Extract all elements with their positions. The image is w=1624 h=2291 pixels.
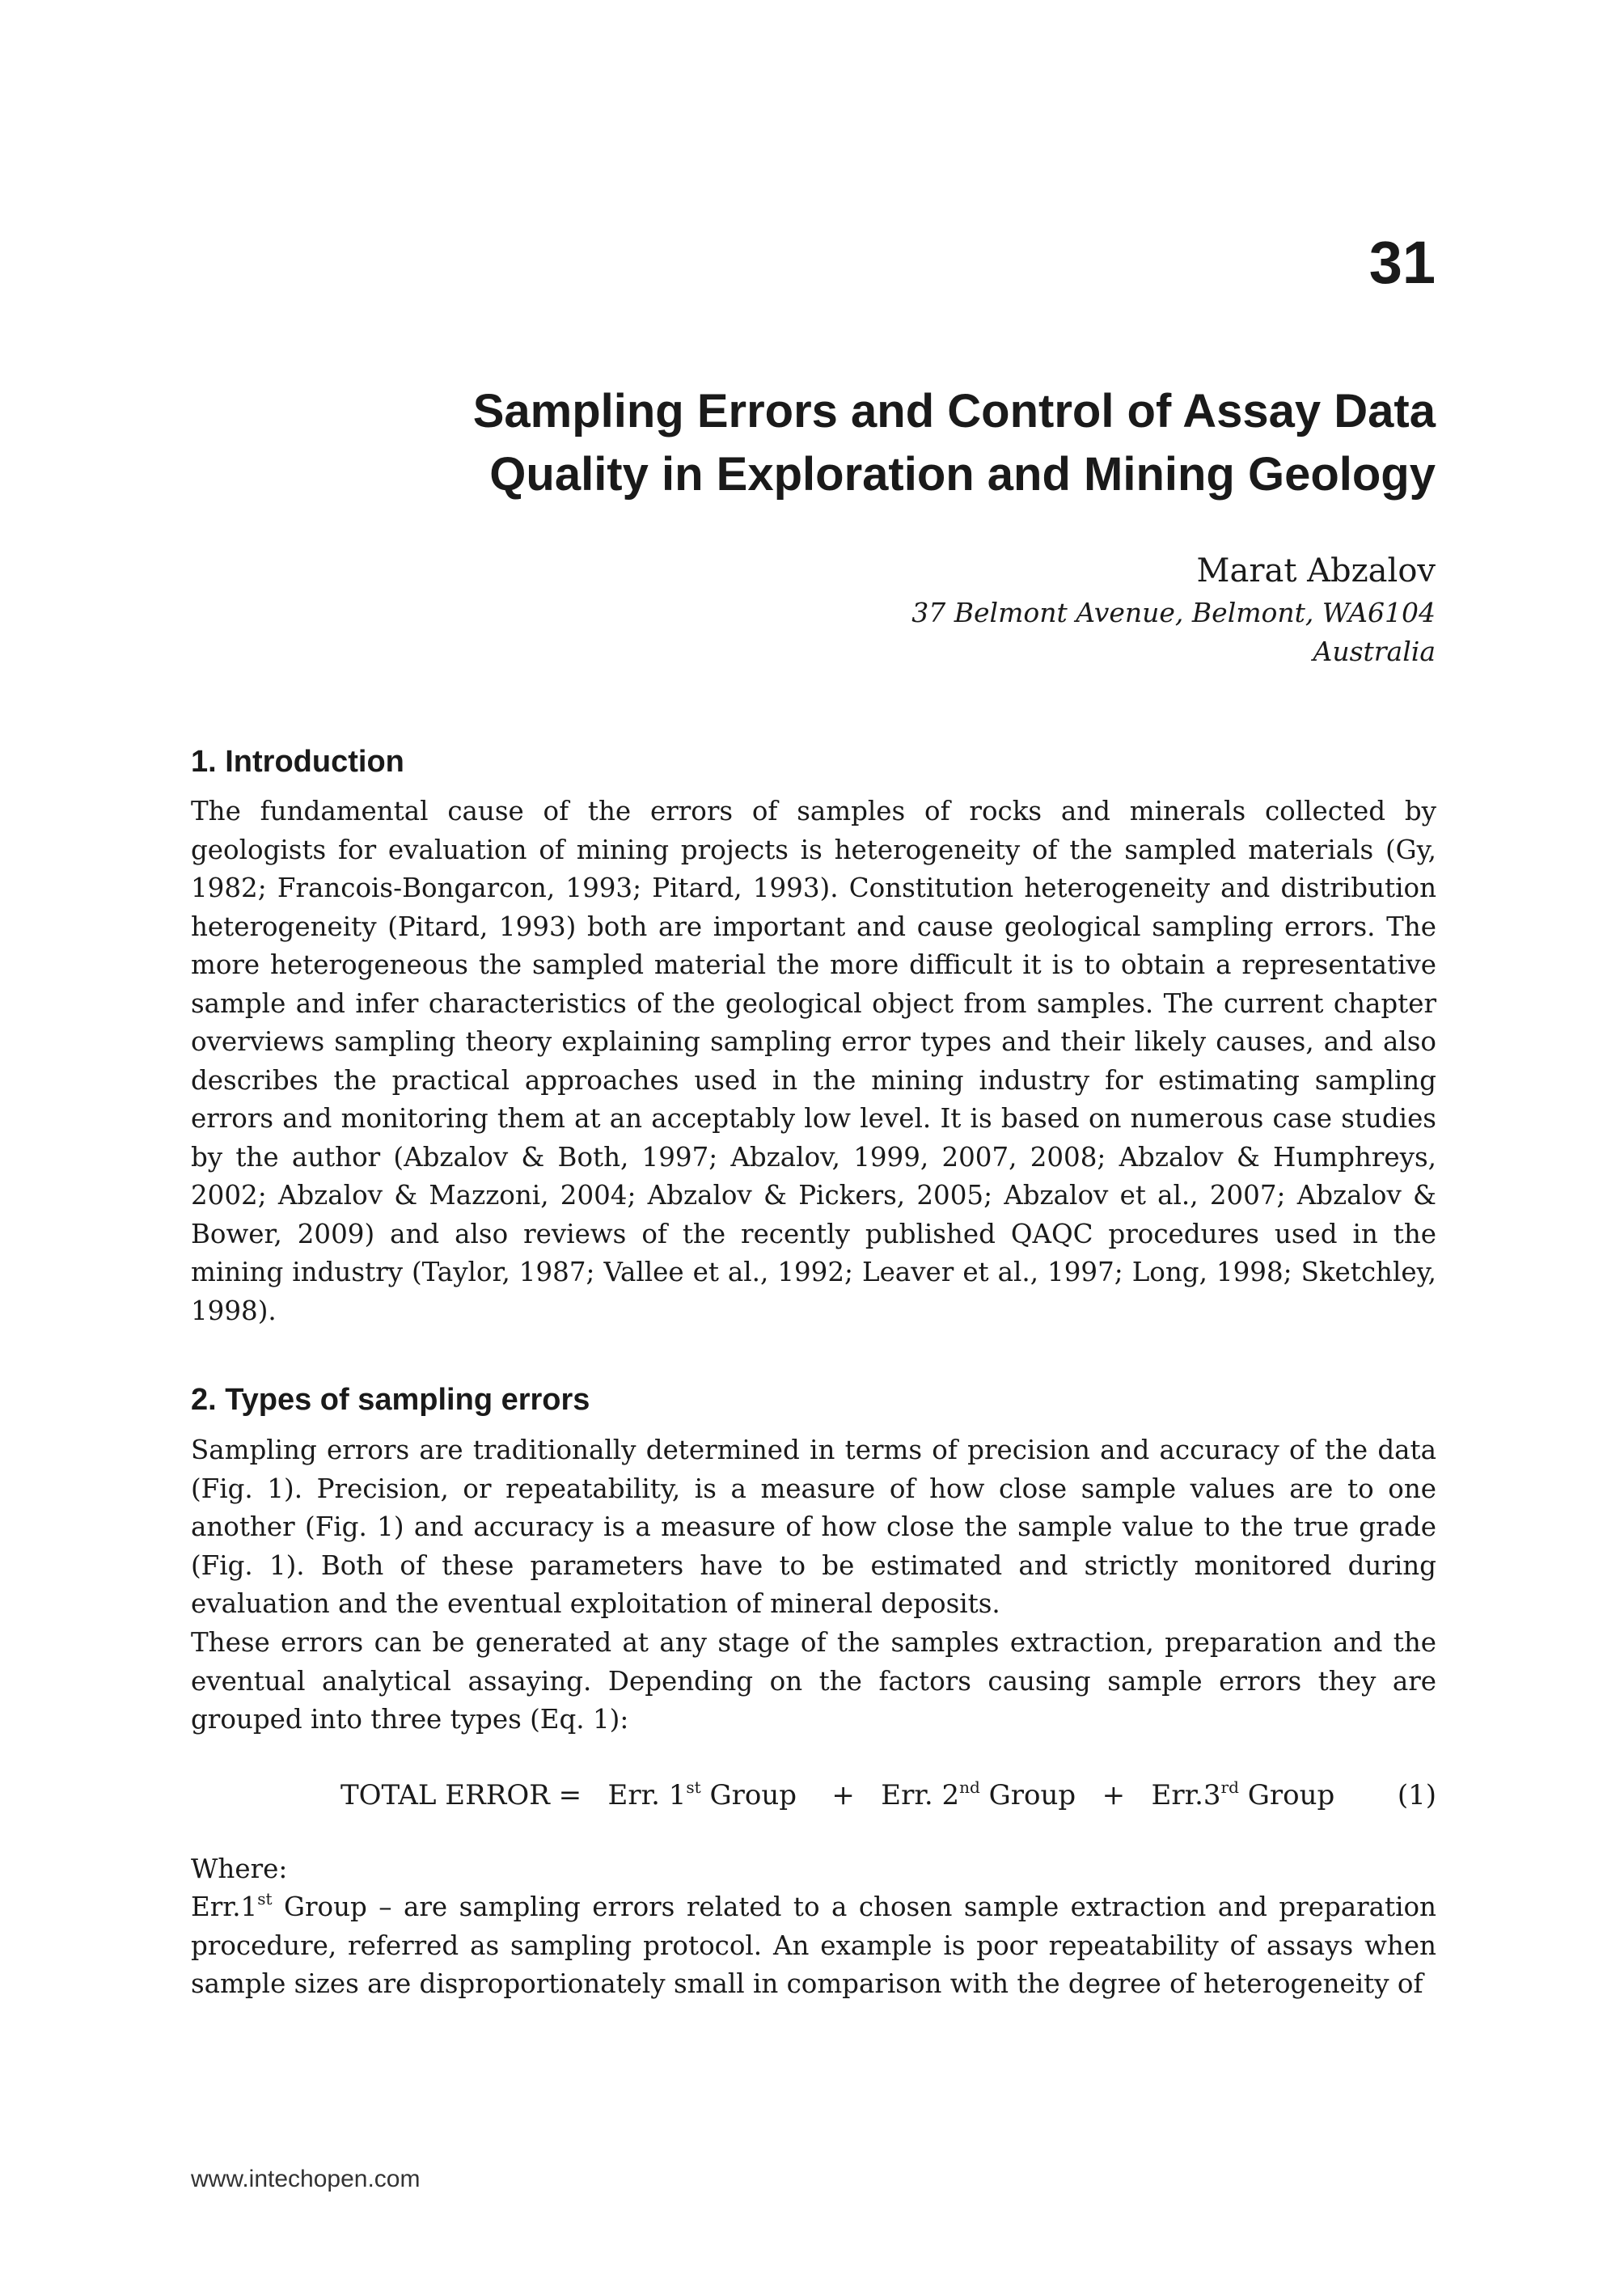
definition-paragraph: Err.1st Group – are sampling errors related to a chosen sample extraction and preparation procedure, referred as sampling protocol. An example is poor repeatability of assays when sample sizes are disproportionately small in comparison with the degree of heterogeneity of (191, 1889, 1436, 1999)
author-country: Australia (1313, 636, 1436, 667)
chapter-title-line-2: Quality in Exploration and Mining Geology (489, 448, 1436, 501)
footer-url: www.intechopen.com (191, 2166, 421, 2192)
chapter-title-line-1: Sampling Errors and Control of Assay Data (472, 385, 1436, 437)
equation-term-1: Err. 1st Group (607, 1777, 797, 1811)
equation-1 (191, 1775, 1436, 1815)
equation-plus-1: + (831, 1779, 855, 1811)
equation-term-3: Err.3rd Group (1151, 1777, 1335, 1811)
section-heading-types-of-sampling-errors: 2. Types of sampling errors (191, 1383, 590, 1417)
where-label: Where: (191, 1854, 288, 1884)
author-address: 37 Belmont Avenue, Belmont, WA6104 (911, 597, 1436, 628)
author-block (708, 548, 1436, 671)
chapter-number: 31 (1368, 229, 1436, 296)
types-paragraph-1: Sampling errors are traditionally determined in terms of precision and accuracy of the data (Fig. 1). Precision, or repeatability, is a measure of how close sample values are to one another (Fig. 1) and accuracy is a measure of how close the sample value to the true grade (Fig. 1). Both of these parameters have to be estimated and strictly monitored during evaluation and the eventual exploitation of mineral deposits. (191, 1435, 1436, 1619)
equation-number: (1) (1397, 1779, 1436, 1811)
section-heading-introduction: 1. Introduction (191, 745, 404, 779)
author-name: Marat Abzalov (1196, 552, 1436, 590)
equation-plus-2: + (1102, 1779, 1126, 1811)
equation-lhs: TOTAL ERROR = (340, 1779, 582, 1811)
introduction-paragraph: The fundamental cause of the errors of samples of rocks and minerals collected by geologists for evaluation of mining projects is heterogeneity of the sampled materials (Gy, 1982; Francois-Bongarcon, 1993; Pitard, 1993). Constitution heterogeneity and distribution heterogeneity (Pitard, 1993) both are important and cause geological sampling errors. The more heterogeneous the sampled material the more difficult it is to obtain a representative sample and infer characteristics of the geological object from samples. The current chapter overviews sampling theory explaining sampling error types and their likely causes, and also describes the practical approaches used in the mining industry for estimating sampling errors and monitoring them at an acceptably low level. It is based on numerous case studies by the author (Abzalov & Both, 1997; Abzalov, 1999, 2007, 2008; Abzalov & Humphreys, 2002; Abzalov & Mazzoni, 2004; Abzalov & Pickers, 2005; Abzalov et al., 2007; Abzalov & Bower, 2009) and also reviews of the recently published QAQC procedures used in the mining industry (Taylor, 1987; Vallee et al., 1992; Leaver et al., 1997; Long, 1998; Sketchley, 1998). (191, 796, 1436, 1326)
chapter-title (222, 380, 1436, 506)
types-paragraph-2: These errors can be generated at any stage of the samples extraction, preparation and the eventual analytical assaying. Depending on the factors causing sample errors they are grouped into three types (Eq. 1): (191, 1627, 1436, 1735)
equation-expression (340, 1775, 1334, 1815)
equation-term-2: Err. 2nd Group (881, 1777, 1076, 1811)
